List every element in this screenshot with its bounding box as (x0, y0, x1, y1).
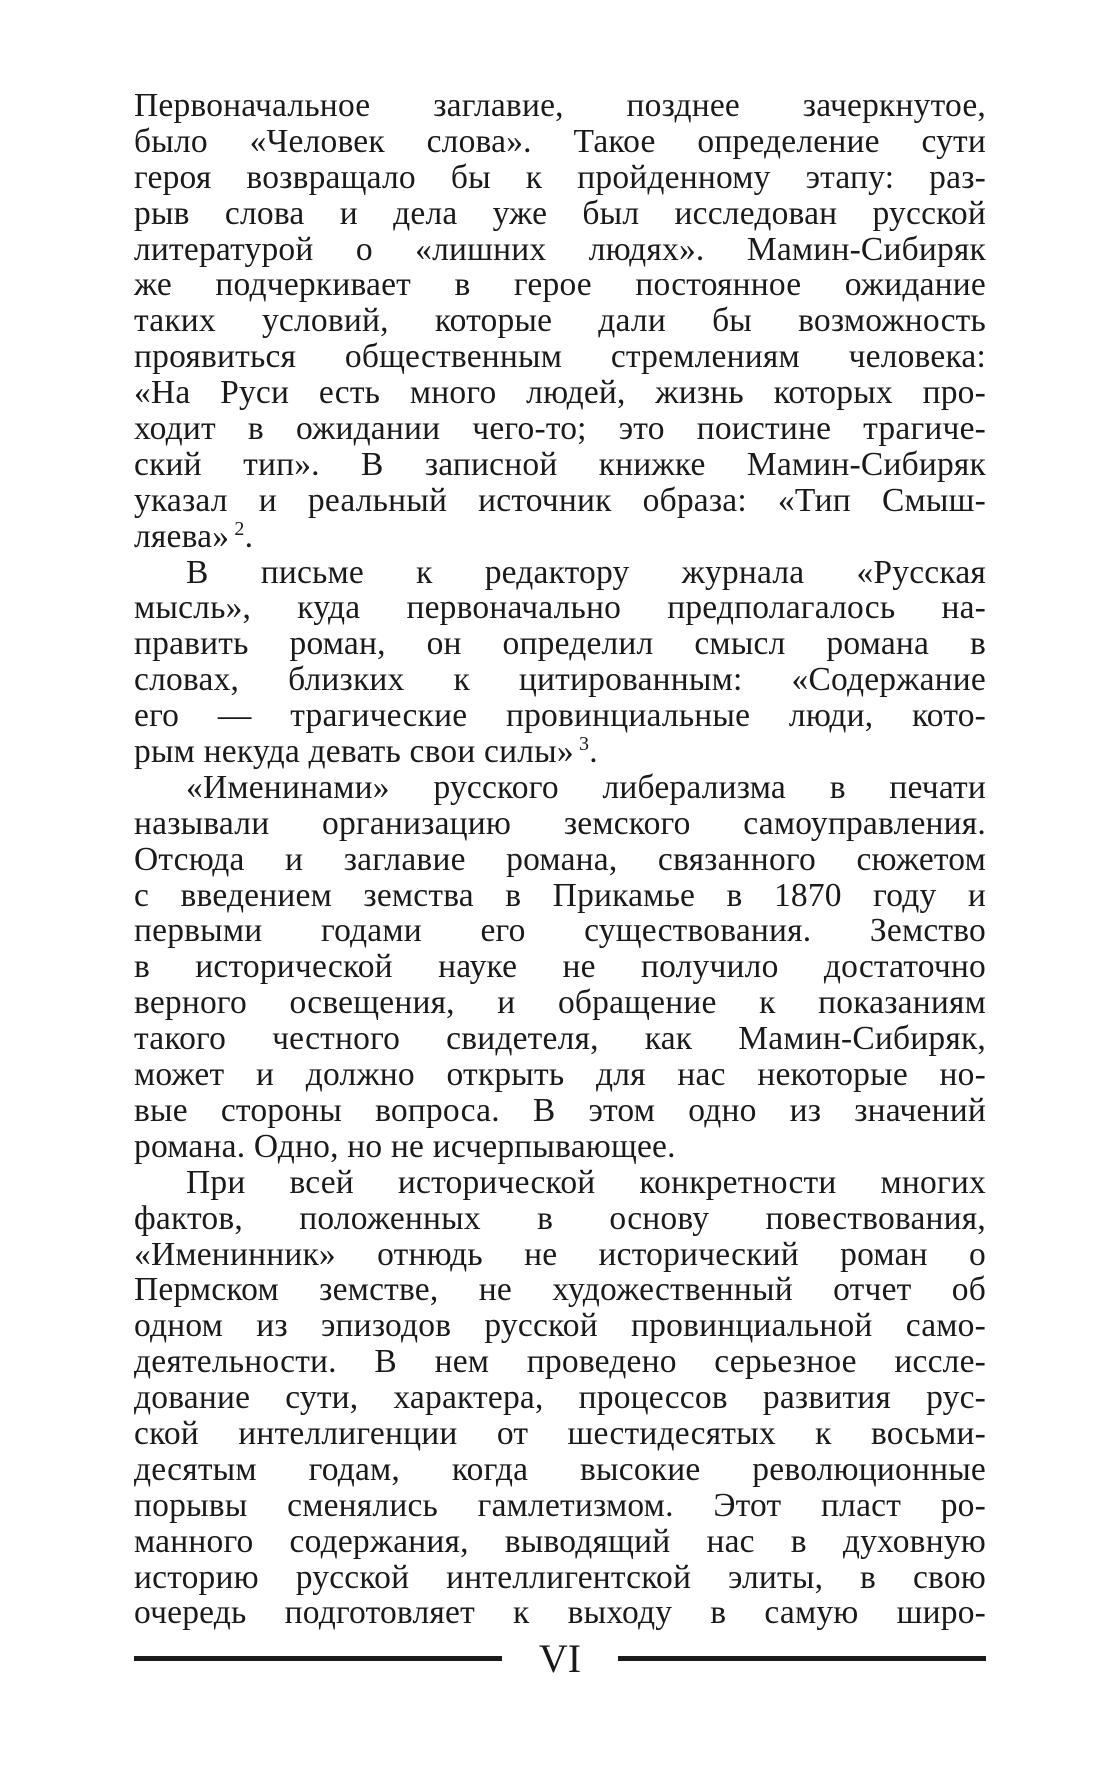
text-line: первыми годами его существования. Земство (134, 912, 986, 950)
text-line: порывы сменялись гамлетизмом. Этот пласт ро- (134, 1486, 986, 1524)
text-line: В письме к редактору журнала «Русская (186, 553, 986, 591)
text-line: проявиться общественным стремлениям человека: (134, 338, 986, 376)
text-line: править роман, он определил смысл романа в (134, 625, 986, 663)
paragraph-2 (134, 555, 986, 770)
page-footer (134, 1636, 986, 1686)
footnote-tail: . (589, 733, 598, 771)
text-line: ляева» $^2$. (134, 517, 254, 555)
text-line: десятым годам, когда высокие революционные (134, 1450, 986, 1488)
text-line: рым некуда девать свои силы» $^3$. (134, 732, 598, 771)
text-line: таких условий, которые дали бы возможность (134, 302, 986, 340)
text-line: романа. Одно, но не исчерпывающее. (134, 1127, 676, 1165)
text-line: одном из эпизодов русской провинциальной само- (134, 1307, 986, 1345)
text-line: его — трагические провинциальные люди, кото- (134, 697, 986, 735)
text-line: манного содержания, выводящий нас в духовную (134, 1522, 986, 1560)
text-line: ской интеллигенции от шестидесятых к восьми- (134, 1414, 986, 1452)
footnote-marker: 3 (573, 732, 590, 755)
text-line: Пермском земстве, не художественный отчет об (134, 1271, 986, 1309)
text-line: «На Руси есть много людей, жизнь которых про- (134, 374, 986, 412)
paragraph-4 (134, 1165, 986, 1632)
body-text (134, 88, 986, 1631)
text-line: верного освещения, и обращение к показаниям (134, 984, 986, 1022)
text-line: мысль», куда первоначально предполагалось на- (134, 589, 986, 627)
footnote-tail: . (244, 517, 254, 555)
paragraph-3 (134, 770, 986, 1165)
text-line: называли организацию земского самоуправления. (134, 804, 986, 842)
text-line: «Именинами» русского либерализма в печати (186, 768, 986, 806)
paragraph-1 (134, 88, 986, 555)
text-line: героя возвращало бы к пройденному этапу: раз- (134, 158, 986, 196)
text-line: При всей исторической конкретности многих (186, 1163, 986, 1201)
text-line: ский тип». В записной книжке Мамин-Сибиряк (134, 445, 986, 483)
text-line: может и должно открыть для нас некоторые но- (134, 1056, 986, 1094)
text-line: историю русской интеллигентской элиты, в свою (134, 1558, 986, 1596)
text-line: такого честного свидетеля, как Мамин-Сибиряк, (134, 1020, 986, 1058)
text-line: очередь подготовляет к выходу в самую широ- (134, 1594, 986, 1632)
text-line: с введением земства в Прикамье в 1870 году и (134, 876, 986, 914)
page-number: VI (538, 1636, 582, 1681)
text-line: было «Человек слова». Такое определение сути (134, 122, 986, 160)
text-line: фактов, положенных в основу повествования, (134, 1199, 986, 1237)
text-line: рыв слова и дела уже был исследован русской (134, 194, 986, 232)
text-line: литературой о «лишних людях». Мамин-Сибиряк (134, 230, 986, 268)
text-line: Отсюда и заглавие романа, связанного сюжетом (134, 840, 986, 878)
text-line: указал и реальный источник образа: «Тип Смыш- (134, 481, 986, 519)
footer-rule-right (618, 1656, 986, 1661)
text-line: деятельности. В нем проведено серьезное иссле- (134, 1343, 986, 1381)
text-line: же подчеркивает в герое постоянное ожидание (134, 266, 986, 304)
text-line: «Именинник» отнюдь не исторический роман о (134, 1235, 986, 1273)
text-line: ходит в ожидании чего-то; это поистине трагиче- (134, 410, 986, 448)
text-line: словах, близких к цитированным: «Содержание (134, 661, 986, 699)
text-line: в исторической науке не получило достаточно (134, 948, 986, 986)
text-line: вые стороны вопроса. В этом одно из значений (134, 1091, 986, 1129)
footer-rule-left (134, 1656, 502, 1661)
text-line: дование сути, характера, процессов развития рус- (134, 1379, 986, 1417)
footnote-marker: 2 (229, 517, 245, 540)
text-line: Первоначальное заглавие, позднее зачеркнутое, (134, 87, 986, 124)
